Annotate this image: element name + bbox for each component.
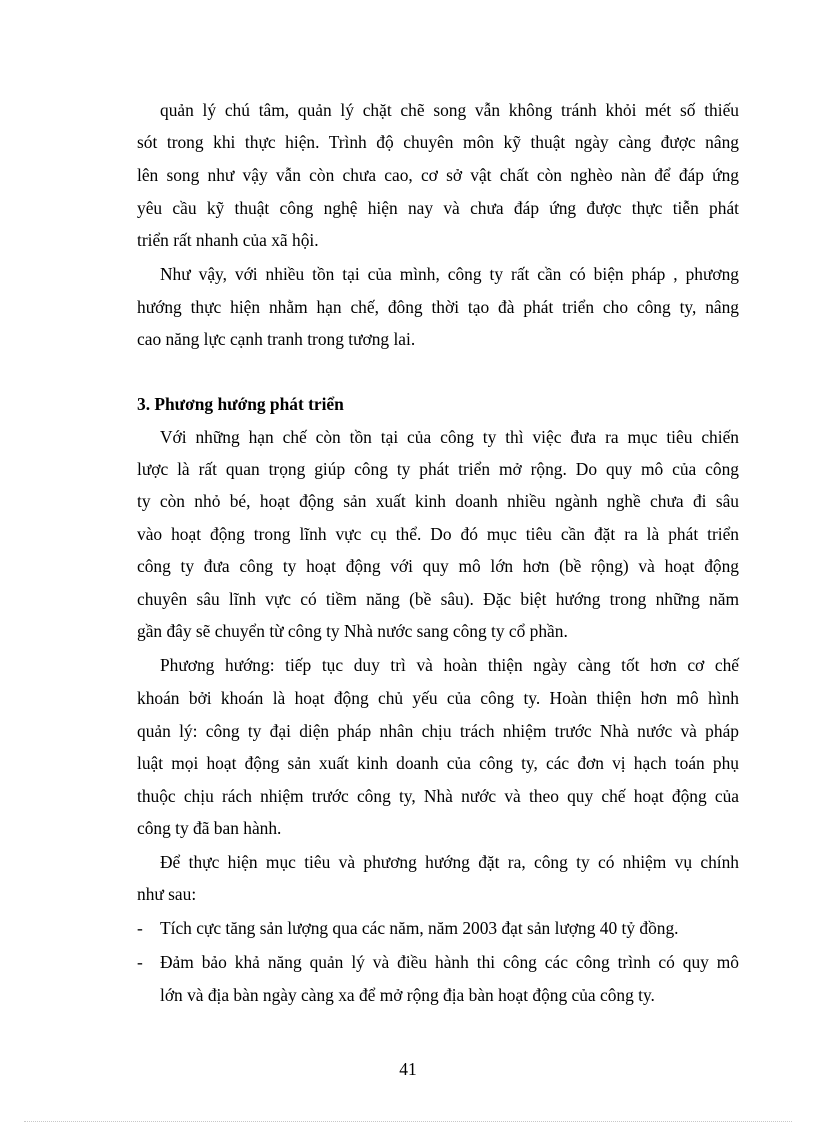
paragraph-line: Như vậy, với nhiều tồn tại của mình, công ty rất cần có biện pháp , phương bbox=[160, 264, 739, 284]
bullet-line: lớn và địa bàn ngày càng xa để mở rộng địa bàn hoạt động của công ty. bbox=[160, 985, 655, 1005]
paragraph-line: sót trong khi thực hiện. Trình độ chuyên môn kỹ thuật ngày càng được nâng bbox=[137, 132, 739, 152]
section-heading: 3. Phương hướng phát triển bbox=[137, 394, 344, 414]
bullet-line: Tích cực tăng sản lượng qua các năm, năm 2003 đạt sản lượng 40 tỷ đồng. bbox=[160, 918, 679, 938]
paragraph-line: lược là rất quan trọng giúp công ty phát triển mở rộng. Do quy mô của công bbox=[137, 459, 739, 479]
paragraph-line: chuyên sâu lĩnh vực có tiềm năng (bề sâu). Đặc biệt hướng trong những năm bbox=[137, 589, 739, 609]
paragraph-line: Phương hướng: tiếp tục duy trì và hoàn thiện ngày càng tốt hơn cơ chế bbox=[160, 655, 739, 675]
paragraph-line: luật mọi hoạt động sản xuất kinh doanh của công ty, các đơn vị hạch toán phụ bbox=[137, 753, 739, 773]
paragraph-line: cao năng lực cạnh tranh trong tương lai. bbox=[137, 329, 416, 349]
bullet-marker: - bbox=[137, 918, 143, 938]
page-number: 41 bbox=[399, 1059, 417, 1079]
paragraph-line: quản lý: công ty đại diện pháp nhân chịu trách nhiệm trước Nhà nước và pháp bbox=[137, 721, 739, 741]
paragraph-line: công ty đã ban hành. bbox=[137, 818, 282, 838]
paragraph-line: triển rất nhanh của xã hội. bbox=[137, 230, 319, 250]
paragraph-line: như sau: bbox=[137, 884, 197, 904]
paragraph-line: ty còn nhỏ bé, hoạt động sản xuất kinh doanh nhiều ngành nghề chưa đi sâu bbox=[137, 491, 739, 511]
bullet-marker: - bbox=[137, 952, 143, 972]
paragraph-line: hướng thực hiện nhằm hạn chế, đông thời tạo đà phát triển cho công ty, nâng bbox=[137, 297, 739, 317]
bottom-dotted-rule bbox=[24, 1121, 792, 1122]
paragraph-line: lên song như vậy vẫn còn chưa cao, cơ sở vật chất còn nghèo nàn để đáp ứng bbox=[137, 165, 739, 185]
paragraph-line: công ty đưa công ty hoạt động với quy mô lớn hơn (bề rộng) và hoạt động bbox=[137, 556, 739, 576]
paragraph-line: khoán bởi khoán là hoạt động chủ yếu của công ty. Hoàn thiện hơn mô hình bbox=[137, 688, 739, 708]
paragraph-line: Với những hạn chế còn tồn tại của công ty thì việc đưa ra mục tiêu chiến bbox=[160, 427, 739, 447]
paragraph-line: Để thực hiện mục tiêu và phương hướng đặt ra, công ty có nhiệm vụ chính bbox=[160, 852, 739, 872]
paragraph-line: quản lý chú tâm, quản lý chặt chẽ song vẫn không tránh khỏi mét số thiếu bbox=[160, 100, 739, 120]
bullet-line: Đảm bảo khả năng quản lý và điều hành thi công các công trình có quy mô bbox=[160, 952, 739, 972]
paragraph-line: yêu cầu kỹ thuật công nghệ hiện nay và chưa đáp ứng được thực tiễn phát bbox=[137, 198, 739, 218]
paragraph-line: thuộc chịu rách nhiệm trước công ty, Nhà nước và theo quy chế hoạt động của bbox=[137, 786, 739, 806]
paragraph-line: gần đây sẽ chuyển từ công ty Nhà nước sang công ty cổ phần. bbox=[137, 621, 568, 641]
paragraph-line: vào hoạt động trong lĩnh vực cụ thể. Do đó mục tiêu cần đặt ra là phát triển bbox=[137, 524, 739, 544]
